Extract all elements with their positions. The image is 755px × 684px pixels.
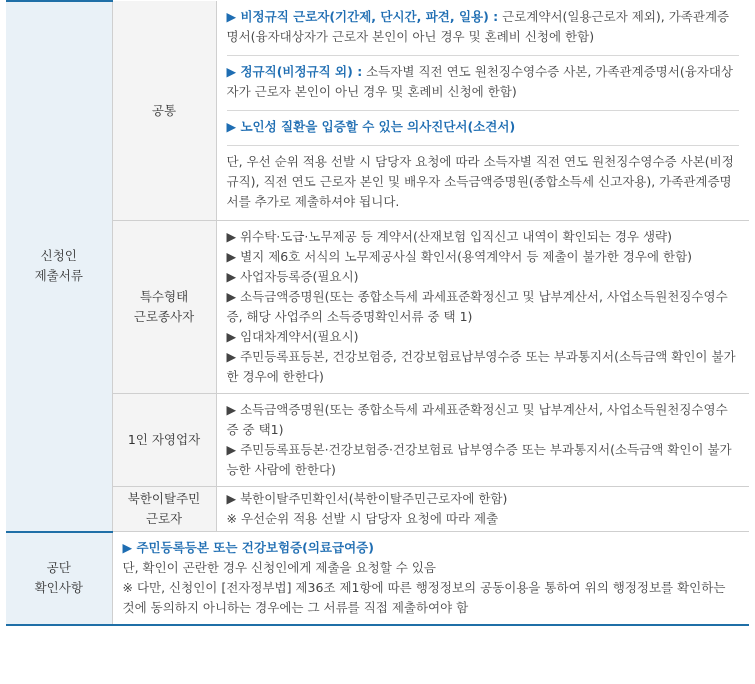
special-content (216, 221, 749, 394)
common-block-regular (227, 56, 740, 111)
documents-table (6, 0, 749, 626)
special-label (112, 221, 216, 394)
list-item: ▶ 임대차계약서(필요시) (226, 329, 359, 344)
list-item: ▶ 북한이탈주민확인서(북한이탈주민근로자에 한함) (226, 491, 508, 506)
defector-label (112, 487, 216, 532)
common-block-diagnosis (227, 111, 740, 146)
self-employed-content (216, 394, 749, 487)
special-row (6, 221, 749, 394)
agency-label-line2: 확인사항 (34, 580, 83, 596)
list-item: ※ 우선순위 적용 선발 시 담당자 요청에 따라 제출 (226, 511, 499, 526)
defector-content (216, 487, 749, 532)
self-employed-label: 1인 자영업자 (112, 394, 216, 487)
agency-label-line1: 공단 (46, 560, 71, 576)
common-row (6, 1, 749, 221)
special-label-line1: 특수형태 (139, 289, 189, 304)
agency-check-line: ※ 다만, 신청인이 [전자정부법] 제36조 제1항에 따른 행정정보의 공동이용을 통하여 위의 행정정보를 확인하는 것에 동의하지 아니하는 경우에는 그 서류를 직접 제출하여야 함 (122, 580, 726, 615)
nonregular-heading: ▶ 비정규직 근로자(기간제, 단시간, 파견, 일용) : (226, 9, 499, 24)
list-item: ▶ 위수탁·도급·노무제공 등 계약서(산재보험 입직신고 내역이 확인되는 경우 생략) (226, 229, 673, 244)
list-item: ▶ 별지 제6호 서식의 노무제공사실 확인서(용역계약서 등 제출이 불가한 경우에 한함) (226, 249, 693, 264)
agency-check-content (112, 532, 749, 626)
nonregular-text: 근로계약서(일용근로자 제외), 가족관계증명서(융자대상자가 근로자 본인이 아닌 경우 및 혼례비 신청에 한함) (226, 9, 730, 44)
common-content (216, 1, 749, 221)
regular-heading: ▶ 정규직(비정규직 외) : (226, 64, 363, 79)
self-employed-row (6, 394, 749, 487)
common-block-nonregular (227, 1, 740, 56)
list-item: ▶ 주민등록표등본, 건강보험증, 건강보험료납부영수증 또는 부과통지서(소득금액 확인이 불가한 경우에 한한다) (226, 349, 736, 384)
defector-label-line1: 북한이탈주민 (127, 491, 201, 506)
priority-note-text: 단, 우선 순위 적용 선발 시 담당자 요청에 따라 소득자별 직전 연도 원천징수영수증 사본(비정규직), 직전 연도 근로자 본인 및 배우자 소득금액증명원(종합소득세 신고자용), 가족관계증명서를 추가로 제출하셔야 됩니다. (226, 154, 734, 209)
list-item: ▶ 사업자등록증(필요시) (226, 269, 359, 284)
special-label-line2: 근로종사자 (133, 309, 195, 324)
category-label-line1: 신청인 (40, 248, 77, 264)
applicant-documents-category (6, 1, 112, 532)
agency-check-line: 단, 확인이 곤란한 경우 신청인에게 제출을 요청할 수 있음 (122, 560, 436, 575)
common-block-note (227, 146, 740, 220)
diagnosis-heading: ▶ 노인성 질환을 입증할 수 있는 의사진단서(소견서) (226, 119, 516, 134)
agency-check-category (6, 532, 112, 626)
agency-check-row (6, 532, 749, 626)
list-item: ▶ 소득금액증명원(또는 종합소득세 과세표준확정신고 및 납부계산서, 사업소득원천징수영수증, 해당 사업주의 소득증명확인서류 중 택 1) (226, 289, 728, 324)
common-label: 공통 (112, 1, 216, 221)
defector-label-line2: 근로자 (145, 511, 183, 526)
category-label-line2: 제출서류 (34, 268, 83, 284)
agency-check-heading: ▶ 주민등록등본 또는 건강보험증(의료급여증) (122, 540, 374, 555)
regular-text: 소득자별 직전 연도 원천징수영수증 사본, 가족관계증명서(융자대상자가 근로자 본인이 아닌 경우 및 혼례비 신청에 한함) (226, 64, 733, 99)
list-item: ▶ 소득금액증명원(또는 종합소득세 과세표준확정신고 및 납부계산서, 사업소득원천징수영수증 중 택1) (226, 402, 728, 437)
list-item: ▶ 주민등록표등본·건강보험증·건강보험료 납부영수증 또는 부과통지서(소득금액 확인이 불가능한 사람에 한한다) (226, 442, 732, 477)
defector-row (6, 487, 749, 532)
